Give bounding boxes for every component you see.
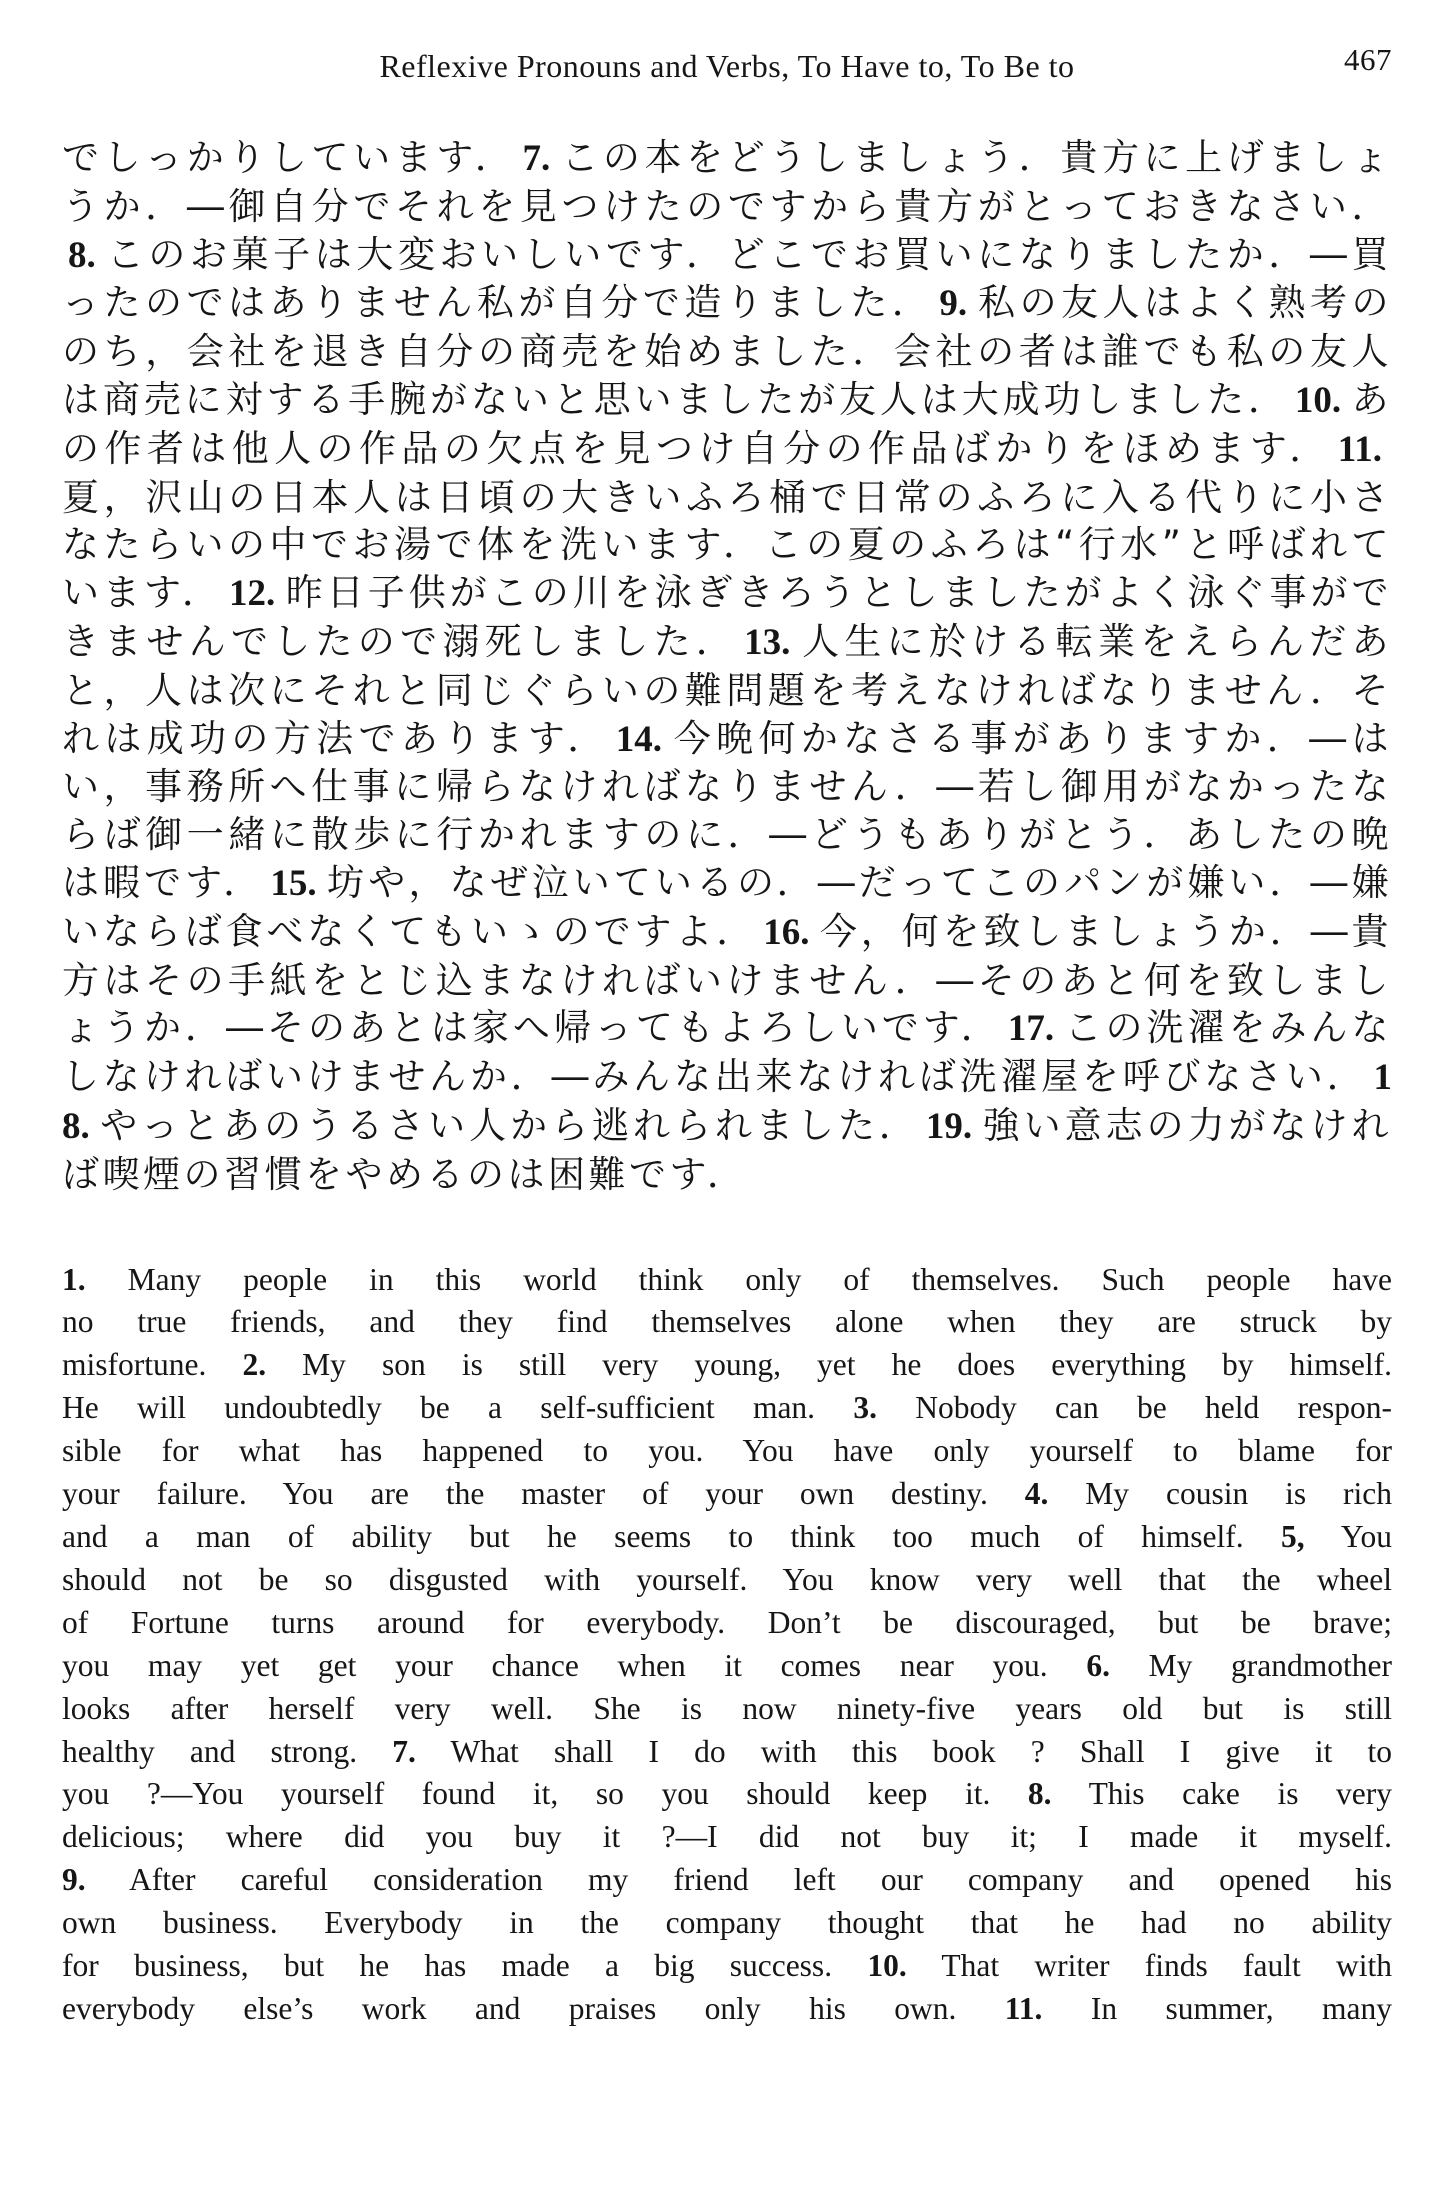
english-text: healthy and strong. — [62, 1733, 393, 1769]
sentence-number: 2. — [242, 1347, 267, 1383]
sentence-number: 14. — [615, 718, 662, 760]
english-text: no true friends, and they find themselves alone when they are struck by — [62, 1304, 1392, 1340]
sentence-number: 9. — [939, 283, 968, 325]
book-page — [62, 30, 1392, 2031]
english-text: What shall I do with this book ? Shall I give it to — [415, 1733, 1392, 1769]
english-text: of Fortune turns around for everybody. Don’t be discouraged, but be brave; — [62, 1604, 1392, 1640]
text-line — [62, 1473, 1392, 1516]
english-text: Many people in this world think only of themselves. Such people have — [85, 1261, 1392, 1297]
sentence-number: 9. — [62, 1862, 86, 1898]
text-line — [62, 1602, 1392, 1645]
text-line — [62, 1516, 1392, 1559]
english-text: My cousin is rich — [1048, 1476, 1393, 1512]
sentence-number: 13. — [744, 621, 791, 663]
english-text: delicious; where did you buy it ?—I did not buy it; I made it myself. — [62, 1819, 1392, 1855]
text-line — [62, 1688, 1392, 1731]
sentence-number: 8. — [68, 234, 96, 276]
japanese-sentence: この洗濯をみんなしなければいけませんか．―みんな出来なければ洗濯屋を呼びなさい． — [62, 1006, 1393, 1099]
sentence-number: 10. — [867, 1948, 907, 1984]
japanese-sentence: 今晩何かなさる事がありますか．―はい，事務所へ仕事に帰らなければなりません．―若し御用がなかったならば御一緒に散歩に行かれますのに．―どうもありがとう．あしたの晩は暇です． — [62, 716, 1393, 904]
english-text: your failure. You are the master of your own destiny. — [62, 1476, 1025, 1512]
english-text: you ?—You yourself found it, so you should keep it. — [62, 1776, 1028, 1812]
text-line — [62, 1816, 1392, 1859]
text-line — [62, 1859, 1392, 1902]
page-number: 467 — [1344, 42, 1392, 77]
english-text: you may yet get your chance when it comes near you. — [62, 1647, 1087, 1683]
english-text: should not be so disgusted with yourself. You know very well that the wheel — [62, 1561, 1392, 1597]
japanese-sentence: 昨日子供がこの川を泳ぎきろうとしましたがよく泳ぐ事ができませんでしたので溺死しました． — [62, 571, 1393, 663]
text-line — [62, 1259, 1392, 1302]
sentence-number: 11. — [1004, 1990, 1043, 2026]
sentence-number: 7. — [392, 1733, 416, 1769]
text-line — [62, 1731, 1392, 1774]
text-line — [62, 1559, 1392, 1602]
english-text: and a man of ability but he seems to think too much of himself. — [62, 1518, 1282, 1554]
english-text: He will undoubtedly be a self-sufficient man. — [62, 1390, 854, 1426]
japanese-sentence: 強い意志の力がなければ喫煙の習慣をやめるのは困難です． — [62, 1103, 1393, 1196]
japanese-sentence: 人生に於ける転業をえらんだあと，人は次にそれと同じぐらいの難問題を考えなければなりません．それは成功の方法であります． — [62, 619, 1393, 760]
japanese-sentence: でしっかりしています． — [62, 136, 517, 179]
japanese-sentence: あの作者は他人の作品の欠点を見つけ自分の作品ばかりをほめます． — [62, 377, 1393, 470]
text-line — [62, 1430, 1392, 1473]
japanese-sentence: この本をどうしましょう．貴方に上げましょうか．―御自分でそれを見つけたのですから貴方がとっておきなさい． — [62, 136, 1392, 228]
text-line — [62, 1773, 1392, 1816]
english-text: own business. Everybody in the company thought that he had no ability — [62, 1905, 1392, 1941]
japanese-sentence: このお菓子は大変おいしいです．どこでお買いになりましたか．―買ったのではありません私が自分で造りました． — [62, 232, 1392, 325]
sentence-number: 16. — [763, 911, 810, 953]
sentence-number: 3. — [853, 1390, 877, 1426]
sentence-number: 12. — [229, 573, 276, 615]
sentence-number: 10. — [1294, 379, 1342, 421]
english-translation-text — [62, 1259, 1392, 2031]
english-text: After careful consideration my friend left our company and opened his — [85, 1862, 1392, 1898]
japanese-exercise-text — [62, 134, 1392, 1199]
english-text: That writer finds fault with — [906, 1948, 1392, 1984]
japanese-sentence: 今，何を致しましょうか．―貴方はその手紙をとじ込まなければいけません．―そのあと何を致しましょうか．―そのあとは家へ帰ってもよろしいです． — [62, 909, 1393, 1050]
japanese-sentence: 坊や，なぜ泣いているの．―だってこのパンが嫌い．―嫌いならば食べなくてもいゝのですよ． — [62, 860, 1392, 953]
sentence-number: 19. — [925, 1105, 973, 1147]
english-text: My grandmother — [1109, 1647, 1392, 1683]
english-text: for business, but he has made a big success. — [62, 1948, 868, 1984]
sentence-number: 1. — [62, 1261, 86, 1297]
english-text: You — [1304, 1518, 1392, 1554]
text-line — [62, 1344, 1392, 1387]
english-text: Nobody can be held respon- — [876, 1390, 1392, 1426]
text-line — [62, 1902, 1392, 1945]
sentence-number: 11. — [1337, 428, 1382, 470]
sentence-number: 17. — [1007, 1008, 1055, 1050]
english-text: sible for what has happened to you. You have only yourself to blame for — [62, 1433, 1392, 1469]
english-text: misfortune. — [62, 1347, 243, 1383]
sentence-number: 6. — [1086, 1647, 1110, 1683]
text-line — [62, 1988, 1392, 2031]
japanese-sentence: 私の友人はよく熟考ののち，会社を退き自分の商売を始めました．会社の者は誰でも私の友人は商売に対する手腕がないと思いましたが友人は大成功しました． — [62, 281, 1393, 421]
english-text: looks after herself very well. She is now ninety-five years old but is still — [62, 1690, 1392, 1726]
english-text: This cake is very — [1051, 1776, 1393, 1812]
sentence-number: 5, — [1281, 1518, 1305, 1554]
running-title: Reflexive Pronouns and Verbs, To Have to, To Be to — [379, 48, 1075, 84]
text-line — [62, 1945, 1392, 1988]
english-text: My son is still very young, yet he does everything by himself. — [266, 1347, 1392, 1383]
text-line — [62, 1645, 1392, 1688]
text-line — [62, 1301, 1392, 1344]
sentence-number: 18. — [62, 1057, 1392, 1147]
english-text: everybody else’s work and praises only his own. — [62, 1990, 1005, 2026]
sentence-number: 7. — [522, 138, 551, 179]
sentence-number: 15. — [270, 862, 317, 904]
sentence-number: 4. — [1024, 1476, 1049, 1512]
text-line — [62, 1387, 1392, 1430]
english-text: In summer, many — [1042, 1990, 1392, 2026]
japanese-sentence: やっとあのうるさい人から逃れられました． — [99, 1103, 920, 1147]
page-header — [62, 30, 1392, 92]
sentence-number: 8. — [1027, 1776, 1052, 1812]
japanese-sentence: 夏，沢山の日本人は日頃の大きいふろ桶で日常のふろに入る代りに小さなたらいの中でお湯で体を洗います．この夏のふろは“行水”と呼ばれています． — [62, 475, 1392, 615]
